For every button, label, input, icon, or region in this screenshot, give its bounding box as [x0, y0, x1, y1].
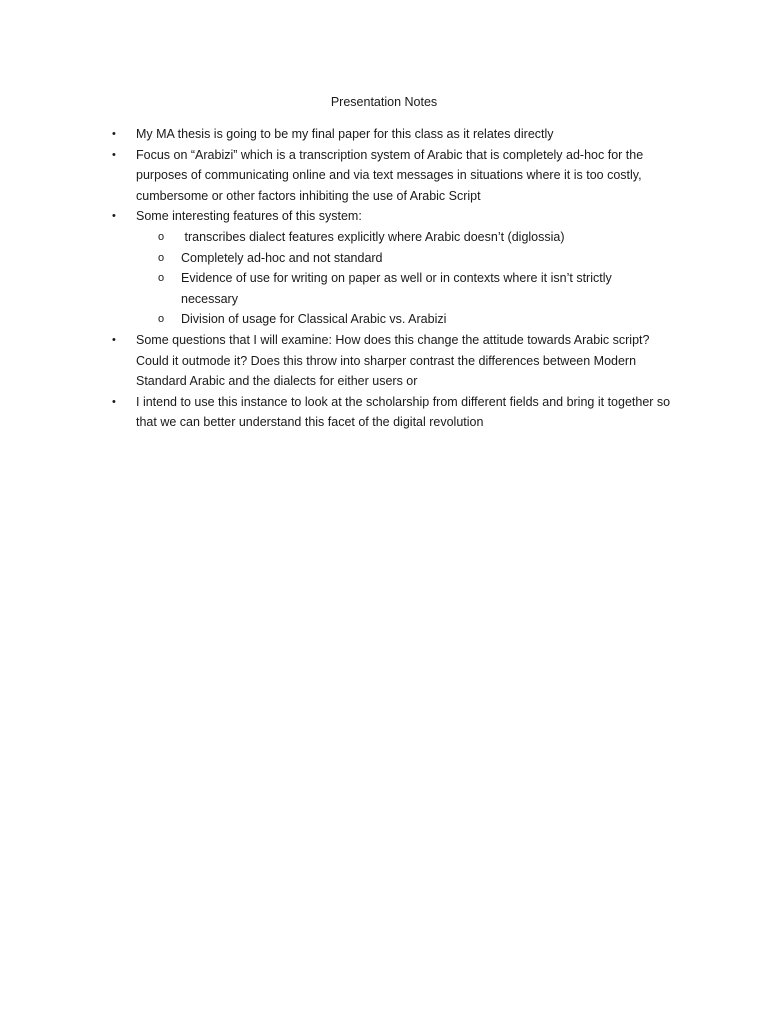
list-item-text: My MA thesis is going to be my final paper for this class as it relates directly [136, 127, 554, 141]
sub-list-item-text: Completely ad-hoc and not standard [181, 250, 383, 265]
bullet-icon: • [112, 333, 116, 346]
sub-list-item-text: transcribes dialect features explicitly where Arabic doesn’t (diglossia) [181, 229, 565, 244]
page-title: Presentation Notes [330, 95, 438, 109]
sub-list-item [136, 248, 676, 269]
list-item [0, 145, 768, 207]
sub-bullet-icon: o [158, 313, 165, 326]
sub-list-item [136, 309, 676, 330]
list-item [0, 124, 768, 145]
bullet-icon: • [112, 210, 116, 223]
bullet-icon: • [112, 128, 116, 140]
list-item [0, 206, 768, 330]
sub-bullet-icon: o [158, 272, 165, 285]
sub-bullet-icon: o [158, 230, 165, 243]
list-item-text: Focus on “Arabizi” which is a transcription system of Arabic that is completely ad-hoc for the purposes of communicating online and via text messages in situations where it is too costly, cumbersome or other factors inhibiting the use of Arabic Script [136, 147, 644, 203]
list-item-text: I intend to use this instance to look at the scholarship from different fields and bring it together so that we can better understand this facet of the digital revolution [136, 394, 671, 430]
sub-list-item [136, 227, 676, 248]
bullet-list [0, 124, 768, 433]
list-item-text: Some questions that I will examine: How does this change the attitude towards Arabic script? Could it outmode it? Does this throw into sharper contrast the differences between Modern Standard Arabic and the dialects for either users or [136, 332, 650, 389]
list-item [0, 330, 768, 392]
sub-list-item [136, 268, 676, 309]
sub-bullet-icon: o [158, 251, 165, 264]
bullet-icon: • [112, 148, 116, 161]
sub-bullet-list [136, 227, 676, 330]
sub-list-item-text: Division of usage for Classical Arabic vs. Arabizi [181, 312, 447, 327]
sub-list-item-text: Evidence of use for writing on paper as well or in contexts where it isn’t strictly necessary [181, 271, 612, 306]
bullet-icon: • [112, 395, 116, 408]
list-item [0, 392, 768, 433]
list-item-text: Some interesting features of this system: [136, 209, 362, 224]
